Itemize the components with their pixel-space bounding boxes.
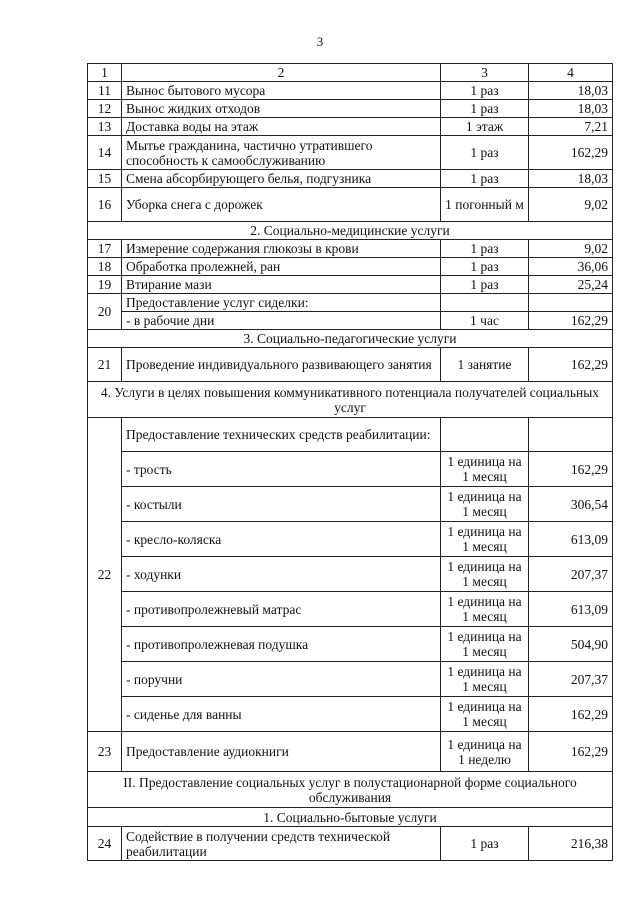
unit: 1 раз bbox=[441, 276, 529, 294]
unit: 1 единица на 1 месяц bbox=[441, 452, 529, 487]
table-row bbox=[88, 82, 613, 100]
section-title: 2. Социально-медицинские услуги bbox=[88, 222, 613, 240]
row-number: 19 bbox=[88, 276, 122, 294]
price: 7,21 bbox=[529, 118, 613, 136]
section-row bbox=[88, 808, 613, 827]
header-cell: 3 bbox=[441, 64, 529, 82]
unit: 1 раз bbox=[441, 240, 529, 258]
service-subname: - в рабочие дни bbox=[122, 312, 441, 330]
item-name: - противопролежневая подушка bbox=[122, 627, 441, 662]
price: 504,90 bbox=[529, 627, 613, 662]
unit: 1 этаж bbox=[441, 118, 529, 136]
item-name: - сиденье для ванны bbox=[122, 697, 441, 732]
table-row bbox=[88, 188, 613, 222]
unit: 1 раз bbox=[441, 170, 529, 188]
table-subrow bbox=[88, 452, 613, 487]
table-subrow bbox=[88, 697, 613, 732]
price: 18,03 bbox=[529, 82, 613, 100]
row-number: 24 bbox=[88, 827, 122, 861]
price: 18,03 bbox=[529, 170, 613, 188]
row-number: 16 bbox=[88, 188, 122, 222]
row-number: 23 bbox=[88, 732, 122, 772]
service-name: Мытье гражданина, частично утратившего способность к самообслуживанию bbox=[122, 136, 441, 170]
price: 9,02 bbox=[529, 188, 613, 222]
unit: 1 раз bbox=[441, 258, 529, 276]
section-title: 1. Социально-бытовые услуги bbox=[88, 808, 613, 827]
table-row bbox=[88, 294, 613, 312]
service-name: Содействие в получении средств технической реабилитации bbox=[122, 827, 441, 861]
table-subrow bbox=[88, 312, 613, 330]
unit: 1 единица на 1 месяц bbox=[441, 627, 529, 662]
table-row bbox=[88, 827, 613, 861]
unit: 1 раз bbox=[441, 82, 529, 100]
table-row bbox=[88, 118, 613, 136]
table-row bbox=[88, 418, 613, 452]
service-name: Доставка воды на этаж bbox=[122, 118, 441, 136]
service-name: Обработка пролежней, ран bbox=[122, 258, 441, 276]
row-number: 18 bbox=[88, 258, 122, 276]
service-name: Втирание мази bbox=[122, 276, 441, 294]
section-row bbox=[88, 222, 613, 240]
unit: 1 раз bbox=[441, 827, 529, 861]
row-number: 11 bbox=[88, 82, 122, 100]
page-number: 3 bbox=[316, 34, 324, 49]
unit: 1 единица на 1 неделю bbox=[441, 732, 529, 772]
service-name: Вынос бытового мусора bbox=[122, 82, 441, 100]
unit: 1 единица на 1 месяц bbox=[441, 592, 529, 627]
row-number: 13 bbox=[88, 118, 122, 136]
unit: 1 единица на 1 месяц bbox=[441, 662, 529, 697]
tariff-table bbox=[87, 63, 613, 861]
price: 613,09 bbox=[529, 522, 613, 557]
service-name: Измерение содержания глюкозы в крови bbox=[122, 240, 441, 258]
service-name: Предоставление аудиокниги bbox=[122, 732, 441, 772]
unit: 1 единица на 1 месяц bbox=[441, 522, 529, 557]
unit: 1 единица на 1 месяц bbox=[441, 697, 529, 732]
price: 162,29 bbox=[529, 348, 613, 382]
unit: 1 погонный м bbox=[441, 188, 529, 222]
table-row bbox=[88, 258, 613, 276]
section-row bbox=[88, 330, 613, 348]
item-name: - кресло-коляска bbox=[122, 522, 441, 557]
table-row bbox=[88, 100, 613, 118]
row-number: 12 bbox=[88, 100, 122, 118]
header-cell: 1 bbox=[88, 64, 122, 82]
row-number: 20 bbox=[88, 294, 122, 330]
table-row bbox=[88, 170, 613, 188]
empty-cell bbox=[441, 418, 529, 452]
unit: 1 раз bbox=[441, 100, 529, 118]
price: 18,03 bbox=[529, 100, 613, 118]
unit: 1 занятие bbox=[441, 348, 529, 382]
table-subrow bbox=[88, 627, 613, 662]
item-name: - поручни bbox=[122, 662, 441, 697]
empty-cell bbox=[441, 294, 529, 312]
item-name: - противопролежневый матрас bbox=[122, 592, 441, 627]
section-title: 4. Услуги в целях повышения коммуникативного потенциала получателей социальных услуг bbox=[88, 382, 613, 418]
table-subrow bbox=[88, 487, 613, 522]
price: 9,02 bbox=[529, 240, 613, 258]
row-number: 21 bbox=[88, 348, 122, 382]
price: 162,29 bbox=[529, 697, 613, 732]
item-name: - ходунки bbox=[122, 557, 441, 592]
empty-cell bbox=[529, 418, 613, 452]
row-number: 17 bbox=[88, 240, 122, 258]
price: 36,06 bbox=[529, 258, 613, 276]
section-row bbox=[88, 772, 613, 808]
service-name: Вынос жидких отходов bbox=[122, 100, 441, 118]
part-title: II. Предоставление социальных услуг в полустационарной форме социального обслуживания bbox=[88, 772, 613, 808]
item-name: - трость bbox=[122, 452, 441, 487]
table-row bbox=[88, 348, 613, 382]
unit: 1 единица на 1 месяц bbox=[441, 487, 529, 522]
price: 207,37 bbox=[529, 662, 613, 697]
header-row bbox=[88, 64, 613, 82]
table-row bbox=[88, 276, 613, 294]
table-subrow bbox=[88, 522, 613, 557]
price: 162,29 bbox=[529, 312, 613, 330]
row-number: 14 bbox=[88, 136, 122, 170]
unit: 1 единица на 1 месяц bbox=[441, 557, 529, 592]
price: 306,54 bbox=[529, 487, 613, 522]
section-title: 3. Социально-педагогические услуги bbox=[88, 330, 613, 348]
price: 216,38 bbox=[529, 827, 613, 861]
service-name: Предоставление технических средств реабилитации: bbox=[122, 418, 441, 452]
section-row bbox=[88, 382, 613, 418]
row-number: 15 bbox=[88, 170, 122, 188]
header-cell: 2 bbox=[122, 64, 441, 82]
price: 162,29 bbox=[529, 732, 613, 772]
price: 162,29 bbox=[529, 452, 613, 487]
service-name: Проведение индивидуального развивающего занятия bbox=[122, 348, 441, 382]
row-number: 22 bbox=[88, 418, 122, 732]
unit: 1 час bbox=[441, 312, 529, 330]
item-name: - костыли bbox=[122, 487, 441, 522]
unit: 1 раз bbox=[441, 136, 529, 170]
price: 613,09 bbox=[529, 592, 613, 627]
service-name: Смена абсорбирующего белья, подгузника bbox=[122, 170, 441, 188]
table-subrow bbox=[88, 557, 613, 592]
table-subrow bbox=[88, 592, 613, 627]
price: 162,29 bbox=[529, 136, 613, 170]
service-name: Уборка снега с дорожек bbox=[122, 188, 441, 222]
price: 207,37 bbox=[529, 557, 613, 592]
empty-cell bbox=[529, 294, 613, 312]
table-row bbox=[88, 732, 613, 772]
price: 25,24 bbox=[529, 276, 613, 294]
table-row bbox=[88, 136, 613, 170]
table-subrow bbox=[88, 662, 613, 697]
table-row bbox=[88, 240, 613, 258]
header-cell: 4 bbox=[529, 64, 613, 82]
service-name: Предоставление услуг сиделки: bbox=[122, 294, 441, 312]
